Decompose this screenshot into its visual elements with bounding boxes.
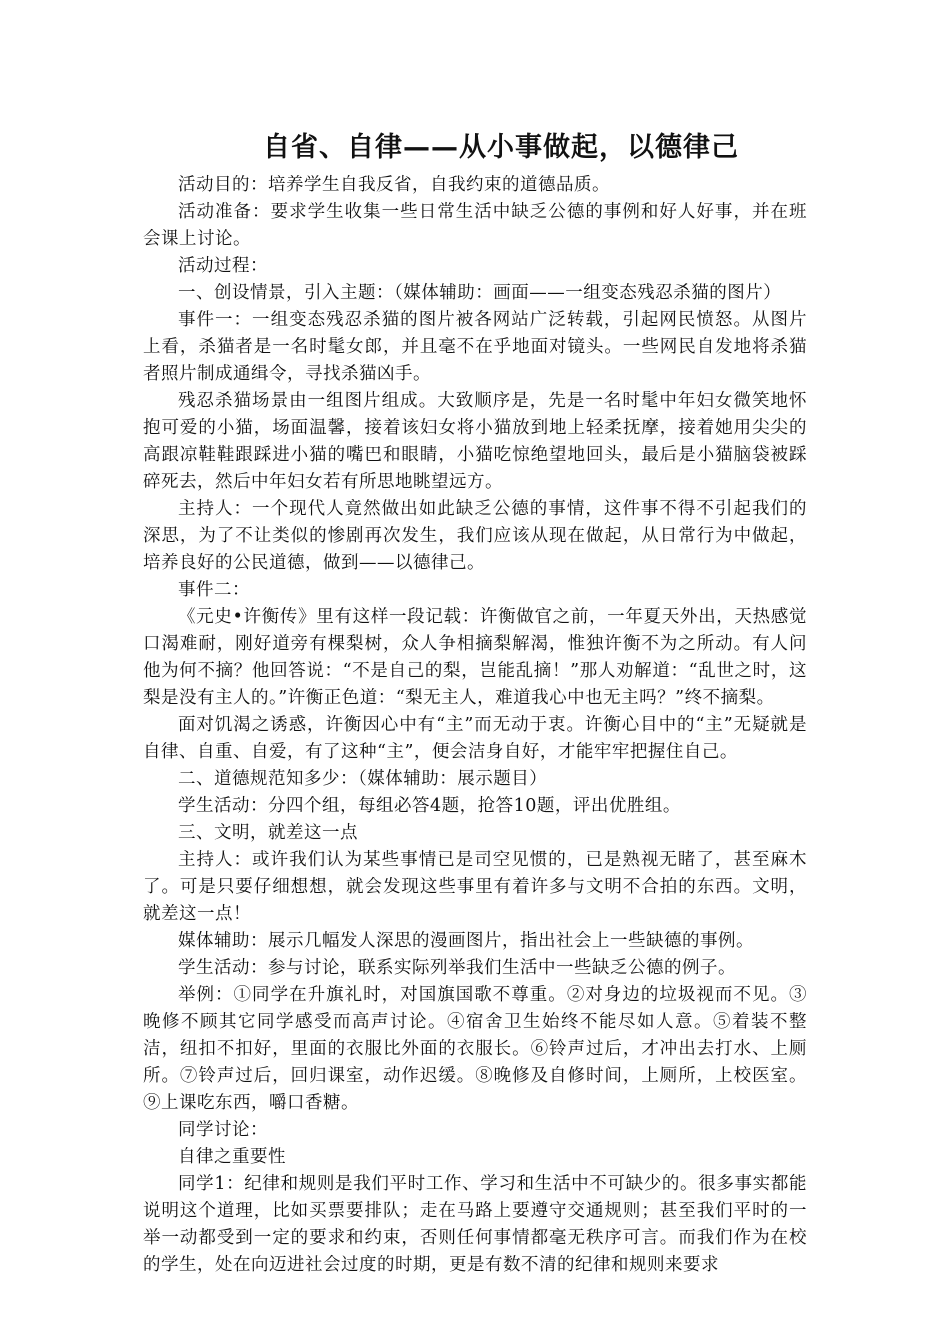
paragraph-event-1-scene: 残忍杀猫场景由一组图片组成。大致顺序是，先是一名时髦中年妇女微笑地怀抱可爱的小猫，场面温馨，接着该妇女将小猫放到地上轻柔抚摩，接着她用尖尖的高跟凉鞋鞋跟踩进小猫的嘴巴和眼睛，小猫吃惊绝望地回头，最后是小猫脑袋被踩碎死去，然后中年妇女若有所思地眺望远方。 (143, 391, 807, 492)
document-title: 自省、自律——从小事做起，以德律己 (263, 132, 739, 163)
paragraph-event-2-story: 《元史•许衡传》里有这样一段记载：许衡做官之前，一年夏天外出，天热感觉口渴难耐，刚好道旁有棵梨树，众人争相摘梨解渴，惟独许衡不为之所动。有人问他为何不摘？他回答说：“不是自己的梨，岂能乱摘！”那人劝解道：“乱世之时，这梨是没有主人的。”许衡正色道：“梨无主人，难道我心中也无主吗？”终不摘梨。 (143, 607, 807, 708)
paragraph-student-1: 同学1：纪律和规则是我们平时工作、学习和生活中不可缺少的。很多事实都能说明这个道理，比如买票要排队；走在马路上要遵守交通规则；甚至我们平时的一举一动都受到一定的要求和约束，否则任何事情都毫无秩序可言。而我们作为在校的学生，处在向迈进社会过度的时期，更是有数不清的纪律和规则来要求 (143, 1174, 807, 1275)
paragraph-event-1: 事件一：一组变态残忍杀猫的图片被各网站广泛转载，引起网民愤怒。从图片上看，杀猫者是一名时髦女郎，并且毫不在乎地面对镜头。一些网民自发地将杀猫者照片制成通缉令，寻找杀猫凶手。 (143, 310, 807, 384)
section-heading-3: 三、文明，就差这一点 (178, 823, 358, 843)
paragraph-host-1: 主持人：一个现代人竟然做出如此缺乏公德的事情，这件事不得不引起我们的深思，为了不让类似的惨剧再次发生，我们应该从现在做起，从日常行为中做起，培养良好的公民道德，做到——以德律己。 (143, 499, 807, 573)
paragraph-media-aid: 媒体辅助：展示几幅发人深思的漫画图片，指出社会上一些缺德的事例。 (178, 931, 754, 951)
paragraph-event-2-comment: 面对饥渴之诱惑，许衡因心中有“主”而无动于衷。许衡心目中的“主”无疑就是自律、自重、自爱，有了这种“主”，便会洁身自好，才能牢牢把握住自己。 (143, 715, 807, 762)
paragraph-student-activity-1: 学生活动：分四个组，每组必答4题，抢答10题，评出优胜组。 (178, 796, 681, 816)
section-heading-2: 二、道德规范知多少：（媒体辅助：展示题目） (178, 769, 548, 789)
paragraph-activity-goal: 活动目的：培养学生自我反省，自我约束的道德品质。 (178, 175, 610, 195)
document-body (143, 172, 807, 1279)
paragraph-host-2: 主持人：或许我们认为某些事情已是司空见惯的，已是熟视无睹了，甚至麻木了。可是只要仔细想想，就会发现这些事里有着许多与文明不合拍的东西。文明，就差这一点！ (143, 850, 807, 924)
paragraph-student-activity-2: 学生活动：参与讨论，联系实际列举我们生活中一些缺乏公德的例子。 (178, 958, 736, 978)
paragraph-examples: 举例：①同学在升旗礼时，对国旗国歌不尊重。②对身边的垃圾视而不见。③晚修不顾其它同学感受而高声讨论。④宿舍卫生始终不能尽如人意。⑤着装不整洁，纽扣不扣好，里面的衣服比外面的衣服长。⑥铃声过后，才冲出去打水、上厕所。⑦铃声过后，回归课室，动作迟缓。⑧晚修及自修时间，上厕所，上校医室。⑨上课吃东西，嚼口香糖。 (143, 985, 807, 1113)
section-heading-1: 一、创设情景，引入主题：（媒体辅助：画面——一组变态残忍杀猫的图片） (178, 283, 782, 303)
paragraph-activity-process: 活动过程： (178, 256, 268, 276)
paragraph-discussion-heading: 同学讨论： (178, 1120, 268, 1140)
paragraph-activity-preparation: 活动准备：要求学生收集一些日常生活中缺乏公德的事例和好人好事，并在班会课上讨论。 (143, 202, 807, 249)
paragraph-event-2-heading: 事件二： (178, 580, 250, 600)
paragraph-self-discipline-heading: 自律之重要性 (178, 1147, 286, 1167)
